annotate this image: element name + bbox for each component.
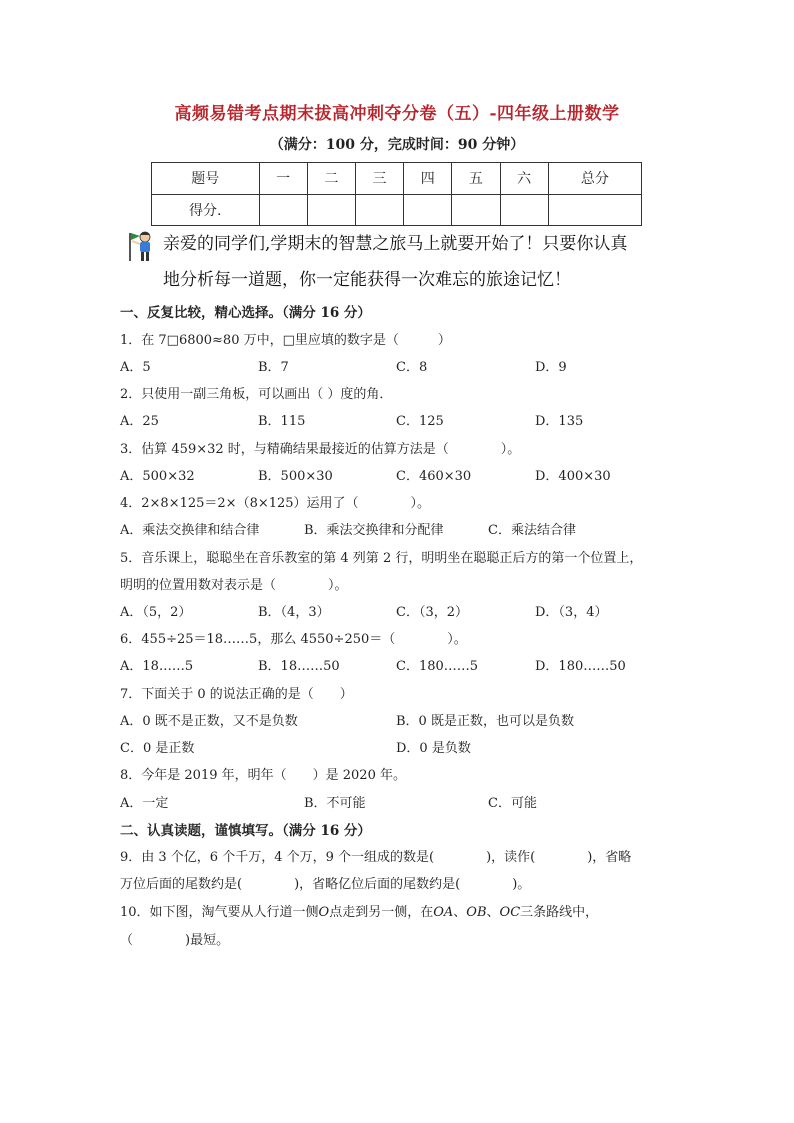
question-4-option-c: C．乘法结合律 bbox=[488, 523, 576, 538]
score-row-label: 得分. bbox=[152, 194, 260, 226]
question-2-option-b: B．115 bbox=[258, 414, 306, 429]
question-6-option-d: D．180……50 bbox=[535, 659, 626, 674]
question-6-stem: 6．455÷25＝18……5，那么 4550÷250＝（ ）。 bbox=[120, 632, 467, 647]
question-3-option-d: D．400×30 bbox=[535, 469, 611, 484]
header-cell-4: 四 bbox=[404, 163, 452, 195]
header-cell-number: 题号 bbox=[152, 163, 260, 195]
question-8-option-a: A．一定 bbox=[120, 796, 169, 811]
question-8-stem: 8．今年是 2019 年，明年（ ）是 2020 年。 bbox=[120, 768, 406, 783]
question-3-stem: 3．估算 459×32 时，与精确结果最接近的估算方法是（ ）。 bbox=[120, 442, 521, 457]
q10-sep-1: 、 bbox=[453, 905, 467, 920]
header-cell-6: 六 bbox=[500, 163, 548, 195]
question-8-option-c: C．可能 bbox=[488, 796, 537, 811]
score-cell bbox=[355, 194, 403, 226]
intro-text-line-1: 亲爱的同学们,学期末的智慧之旅马上就要开始了！只要你认真 bbox=[163, 234, 628, 254]
section-1-heading: 一、反复比较，精心选择。（满分 16 分） bbox=[120, 305, 371, 321]
q10-sep-2: 、 bbox=[486, 905, 500, 920]
question-8-option-b: B．不可能 bbox=[304, 796, 366, 811]
question-4-option-b: B．乘法交换律和分配律 bbox=[304, 523, 444, 538]
question-6-option-a: A．18……5 bbox=[120, 659, 194, 674]
score-table-header-row bbox=[152, 163, 642, 195]
question-7-option-b: B．0 既是正数，也可以是负数 bbox=[396, 714, 574, 729]
score-cell bbox=[548, 194, 641, 226]
question-5-option-d: D．（3，4） bbox=[535, 605, 608, 620]
score-cell bbox=[500, 194, 548, 226]
q10-text-mid: 点走到另一侧，在 bbox=[329, 905, 434, 920]
header-cell-3: 三 bbox=[355, 163, 403, 195]
q10-text-pre: 10．如下图，淘气要从人行道一侧 bbox=[120, 905, 319, 920]
question-1-option-c: C．8 bbox=[396, 360, 428, 375]
question-4-option-a: A．乘法交换律和结合律 bbox=[120, 523, 260, 538]
question-10-stem-line-2: （ )最短。 bbox=[120, 933, 230, 948]
q10-point-o: O bbox=[318, 905, 330, 920]
question-4-stem: 4．2×8×125＝2×（8×125）运用了（ ）。 bbox=[120, 496, 431, 511]
question-2-stem: 2．只使用一副三角板，可以画出（ ）度的角． bbox=[120, 387, 393, 402]
score-table bbox=[151, 162, 642, 226]
question-1-stem: 1．在 7□6800≈80 万中，□里应填的数字是（ ） bbox=[120, 333, 451, 348]
question-3-option-a: A．500×32 bbox=[120, 469, 195, 484]
exam-subtitle: （满分：100 分，完成时间：90 分钟） bbox=[269, 137, 525, 153]
question-5-option-b: B．（4，3） bbox=[258, 605, 330, 620]
header-cell-5: 五 bbox=[452, 163, 500, 195]
question-3-option-b: B．500×30 bbox=[258, 469, 333, 484]
question-3-option-c: C．460×30 bbox=[396, 469, 472, 484]
question-9-stem-line-1: 9．由 3 个亿，6 个千万，4 个万，9 个一组成的数是( )，读作( )，省略 bbox=[120, 850, 632, 865]
header-cell-2: 二 bbox=[307, 163, 355, 195]
student-with-flag-icon bbox=[127, 229, 155, 263]
score-cell bbox=[259, 194, 307, 226]
question-1-option-a: A．5 bbox=[120, 360, 151, 375]
question-7-option-a: A．0 既不是正数，又不是负数 bbox=[120, 714, 298, 729]
question-2-option-a: A．25 bbox=[120, 414, 159, 429]
exam-title: 高频易错考点期末拔高冲刺夺分卷（五）-四年级上册数学 bbox=[174, 104, 620, 124]
question-1-option-b: B．7 bbox=[258, 360, 289, 375]
question-2-option-c: C．125 bbox=[396, 414, 444, 429]
question-10-stem-line-1 bbox=[120, 901, 598, 920]
question-7-stem: 7．下面关于 0 的说法正确的是（ ） bbox=[120, 687, 353, 702]
question-9-stem-line-2: 万位后面的尾数约是( )，省略亿位后面的尾数约是( )。 bbox=[120, 877, 531, 892]
question-2-option-d: D．135 bbox=[535, 414, 584, 429]
score-cell bbox=[452, 194, 500, 226]
question-5-stem-line-1: 5．音乐课上，聪聪坐在音乐教室的第 4 列第 2 行，明明坐在聪聪正后方的第一个位置上， bbox=[120, 551, 643, 566]
header-cell-total: 总分 bbox=[548, 163, 641, 195]
section-2-heading: 二、认真读题，谨慎填写。（满分 16 分） bbox=[120, 823, 371, 839]
question-5-stem-line-2: 明明的位置用数对表示是（ ）。 bbox=[120, 578, 348, 593]
q10-route-oc: OC bbox=[499, 905, 521, 920]
score-table-score-row bbox=[152, 194, 642, 226]
q10-route-oa: OA bbox=[433, 905, 454, 920]
question-1-option-d: D．9 bbox=[535, 360, 567, 375]
question-6-option-c: C．180……5 bbox=[396, 659, 479, 674]
question-7-option-d: D．0 是负数 bbox=[396, 741, 471, 756]
score-cell bbox=[404, 194, 452, 226]
intro-text-line-2: 地分析每一道题，你一定能获得一次难忘的旅途记忆！ bbox=[163, 270, 571, 290]
question-7-option-c: C．0 是正数 bbox=[120, 741, 195, 756]
header-cell-1: 一 bbox=[259, 163, 307, 195]
score-cell bbox=[307, 194, 355, 226]
question-5-option-c: C．（3，2） bbox=[396, 605, 468, 620]
question-5-option-a: A．（5，2） bbox=[120, 605, 192, 620]
q10-route-ob: OB bbox=[466, 905, 487, 920]
q10-text-post: 三条路线中， bbox=[520, 905, 599, 920]
question-6-option-b: B．18……50 bbox=[258, 659, 340, 674]
